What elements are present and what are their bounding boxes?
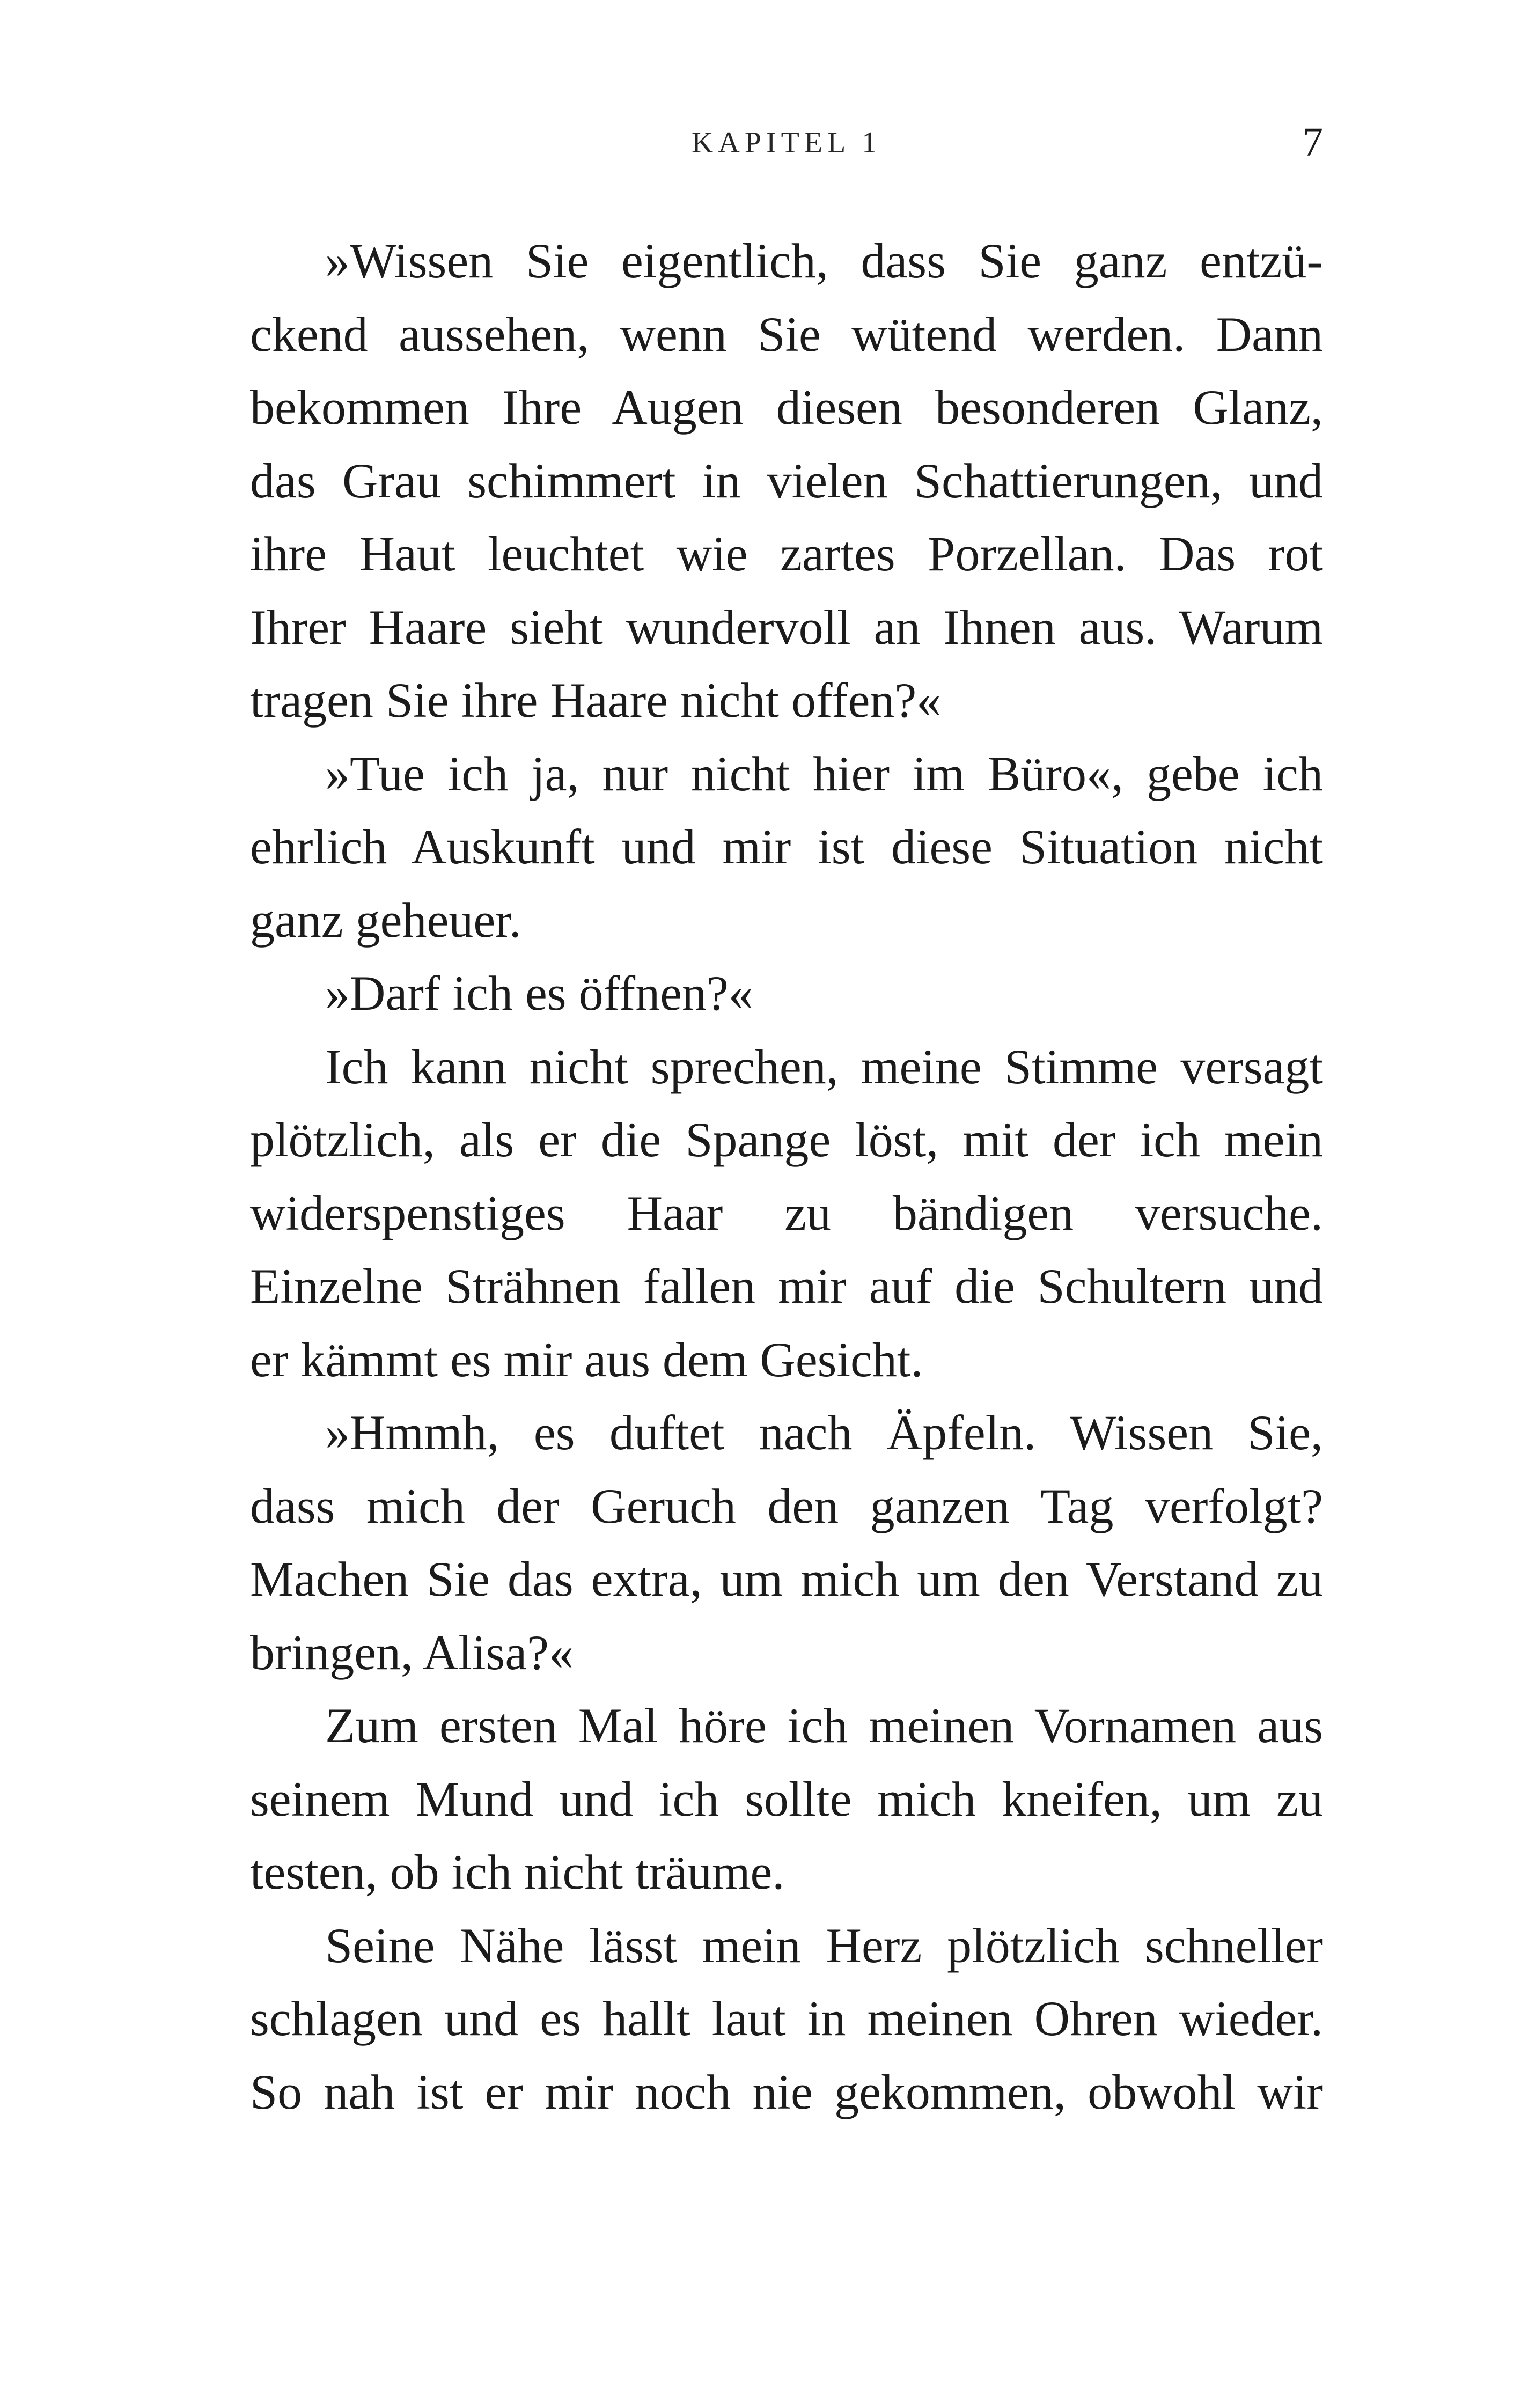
text-line: bekommen Ihre Augen diesen besonderen Glanz, bbox=[250, 380, 1323, 435]
text-line: Zum ersten Mal höre ich meinen Vornamen aus bbox=[325, 1698, 1323, 1753]
text-line: ihre Haut leuchtet wie zartes Porzellan. Das rot bbox=[250, 526, 1323, 581]
text-line: »Tue ich ja, nur nicht hier im Büro«, gebe ich bbox=[325, 746, 1323, 801]
text-line: seinem Mund und ich sollte mich kneifen, um zu bbox=[250, 1771, 1323, 1826]
text-line: »Darf ich es öffnen?« bbox=[325, 966, 753, 1021]
text-line: Einzelne Strähnen fallen mir auf die Schultern und bbox=[250, 1259, 1323, 1313]
text-line: dass mich der Geruch den ganzen Tag verfolgt? bbox=[250, 1478, 1323, 1533]
text-line: tragen Sie ihre Haare nicht offen?« bbox=[250, 673, 942, 728]
text-line: schlagen und es hallt laut in meinen Ohren wieder. bbox=[250, 1991, 1323, 2046]
text-line: Ich kann nicht sprechen, meine Stimme versagt bbox=[325, 1039, 1323, 1094]
text-line: bringen, Alisa?« bbox=[250, 1625, 574, 1680]
text-line: Ihrer Haare sieht wundervoll an Ihnen aus. Warum bbox=[250, 599, 1323, 655]
text-line: widerspenstiges Haar zu bändigen versuche. bbox=[250, 1185, 1323, 1240]
page-number: 7 bbox=[1303, 120, 1323, 165]
chapter-heading: KAPITEL 1 bbox=[691, 126, 882, 159]
text-line: das Grau schimmert in vielen Schattierungen, und bbox=[250, 453, 1323, 508]
text-line: Seine Nähe lässt mein Herz plötzlich schneller bbox=[325, 1918, 1323, 1973]
text-line: ehrlich Auskunft und mir ist diese Situation nicht bbox=[250, 819, 1323, 874]
text-line: ckend aussehen, wenn Sie wütend werden. Dann bbox=[250, 306, 1323, 362]
text-line: So nah ist er mir noch nie gekommen, obwohl wir bbox=[250, 2064, 1323, 2119]
text-line: Machen Sie das extra, um mich um den Verstand zu bbox=[250, 1552, 1323, 1606]
text-line: »Hmmh, es duftet nach Äpfeln. Wissen Sie, bbox=[325, 1405, 1323, 1460]
text-line: testen, ob ich nicht träume. bbox=[250, 1845, 785, 1899]
text-line: »Wissen Sie eigentlich, dass Sie ganz entzü- bbox=[325, 233, 1323, 288]
body-text bbox=[250, 224, 1323, 2128]
text-line: plötzlich, als er die Spange löst, mit der ich mein bbox=[250, 1112, 1323, 1167]
text-line: er kämmt es mir aus dem Gesicht. bbox=[250, 1332, 923, 1387]
text-line: ganz geheuer. bbox=[250, 892, 521, 948]
running-header bbox=[250, 119, 1323, 183]
